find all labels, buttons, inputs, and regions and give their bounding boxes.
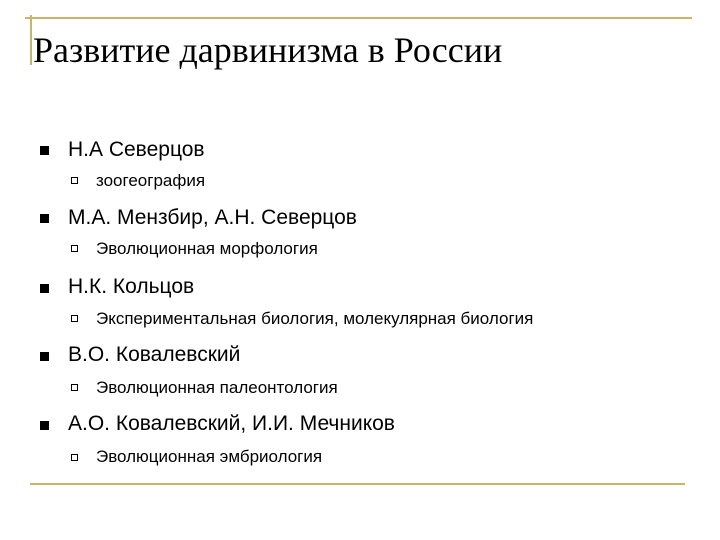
slide-title: Развитие дарвинизма в России (33, 30, 503, 70)
list-item-label: Н.К. Кольцов (68, 275, 195, 298)
sub-bullet-icon (71, 454, 78, 461)
sub-bullet-icon (71, 315, 78, 322)
frame-top-line (25, 17, 692, 19)
list-item-label: Н.А Северцов (68, 138, 205, 161)
bullet-square-icon (40, 214, 49, 223)
frame-bottom-line (30, 483, 685, 485)
sub-bullet-icon (71, 245, 78, 252)
bullet-square-icon (40, 146, 49, 155)
frame-left-line (30, 15, 32, 65)
list-subitem-label: Экспериментальная биология, молекулярная биология (96, 309, 534, 328)
list-subitem-label: Эволюционная морфология (96, 239, 318, 258)
list-subitem-label: зоогеография (96, 171, 206, 190)
bullet-square-icon (40, 421, 49, 430)
list-item-label: М.А. Мензбир, А.Н. Северцов (68, 206, 357, 229)
list-subitem-label: Эволюционная палеонтология (96, 378, 338, 397)
list-item-label: А.О. Ковалевский, И.И. Мечников (68, 412, 395, 435)
list-item-label: В.О. Ковалевский (68, 343, 241, 366)
bullet-square-icon (40, 284, 49, 293)
sub-bullet-icon (71, 384, 78, 391)
sub-bullet-icon (71, 177, 78, 184)
bullet-square-icon (40, 352, 49, 361)
list-subitem-label: Эволюционная эмбриология (96, 447, 323, 466)
